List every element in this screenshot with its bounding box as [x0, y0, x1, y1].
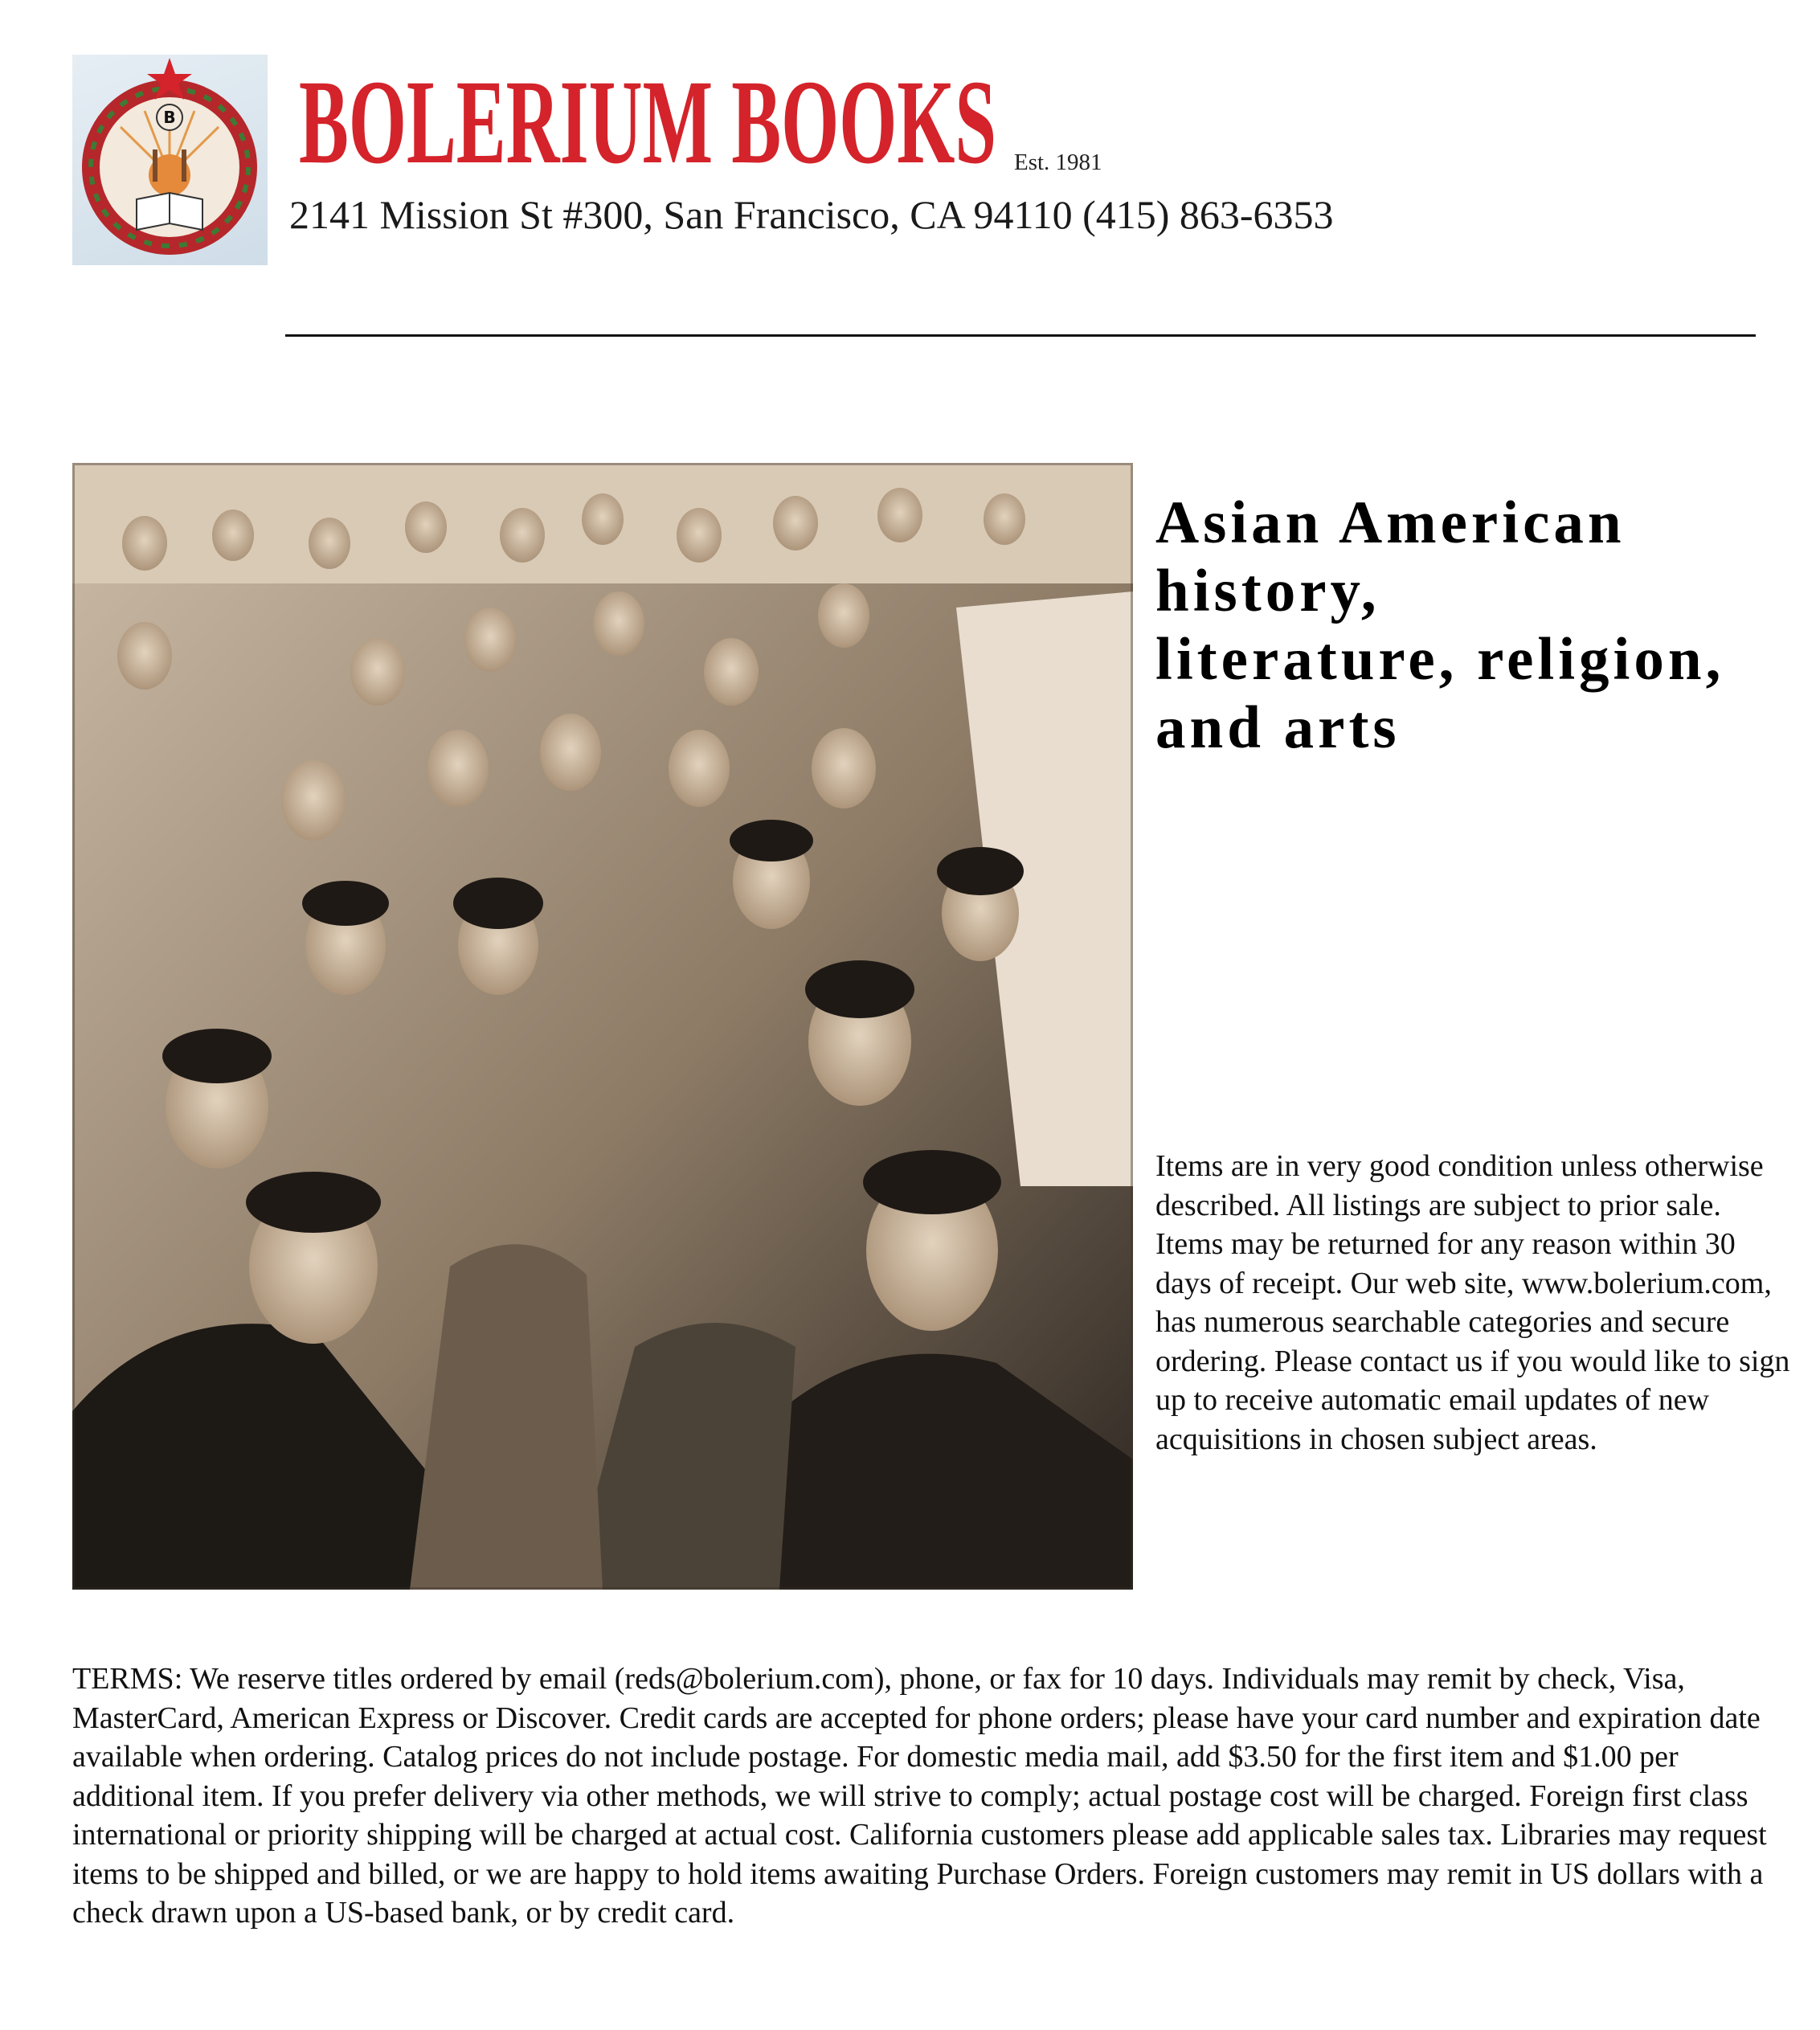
- catalog-title-line: literature, religion,: [1155, 626, 1725, 693]
- brand-wordmark: [299, 59, 996, 180]
- catalog-title: [1155, 489, 1790, 762]
- header-divider: [285, 334, 1756, 337]
- terms-paragraph: TERMS: We reserve titles ordered by email (reds@bolerium.com), phone, or fax for 10 days. Individuals may remit by check, Visa, MasterCard, American Express or Discover. Credit cards are accepted for phone orders; please have your card number and expiration date available when ordering. Catalog prices do not include postage. For domestic media mail, add $3.50 for the first item and $1.00 per additional item. If you prefer delivery via other methods, we will strive to comply; actual postage cost will be charged. Foreign first class international or priority shipping will be charged at actual cost. California customers please add applicable sales tax. Libraries may request items to be shipped and billed, or we are happy to hold items awaiting Purchase Orders. Foreign customers may remit in US dollars with a check drawn upon a US-based bank, or by credit card.: [72, 1662, 1767, 1930]
- store-address: 2141 Mission St #300, San Francisco, CA 94110 (415) 863-6353: [289, 192, 1334, 237]
- established-label: Est. 1981: [1014, 149, 1102, 175]
- bolerium-logo-emblem: [72, 55, 268, 265]
- catalog-title-line: history,: [1155, 558, 1380, 624]
- condition-policy-paragraph: Items are in very good condition unless otherwise described. All listings are subject to prior sale. Items may be returned for any reason within 30 days of receipt. Our web site, www.bolerium.com, has numerous searchable categories and secure ordering. Please contact us if you would like to sign up to receive automatic email updates of new acquisitions in chosen subject areas.: [1155, 1149, 1790, 1456]
- brand-name: BOLERIUM BOOKS: [299, 59, 996, 180]
- svg-text:B: B: [163, 108, 176, 127]
- catalog-title-line: Asian American: [1155, 489, 1626, 556]
- historical-banquet-photo: [72, 463, 1133, 1590]
- catalog-title-line: and arts: [1155, 694, 1401, 761]
- wreath-emblem-icon: [72, 55, 268, 265]
